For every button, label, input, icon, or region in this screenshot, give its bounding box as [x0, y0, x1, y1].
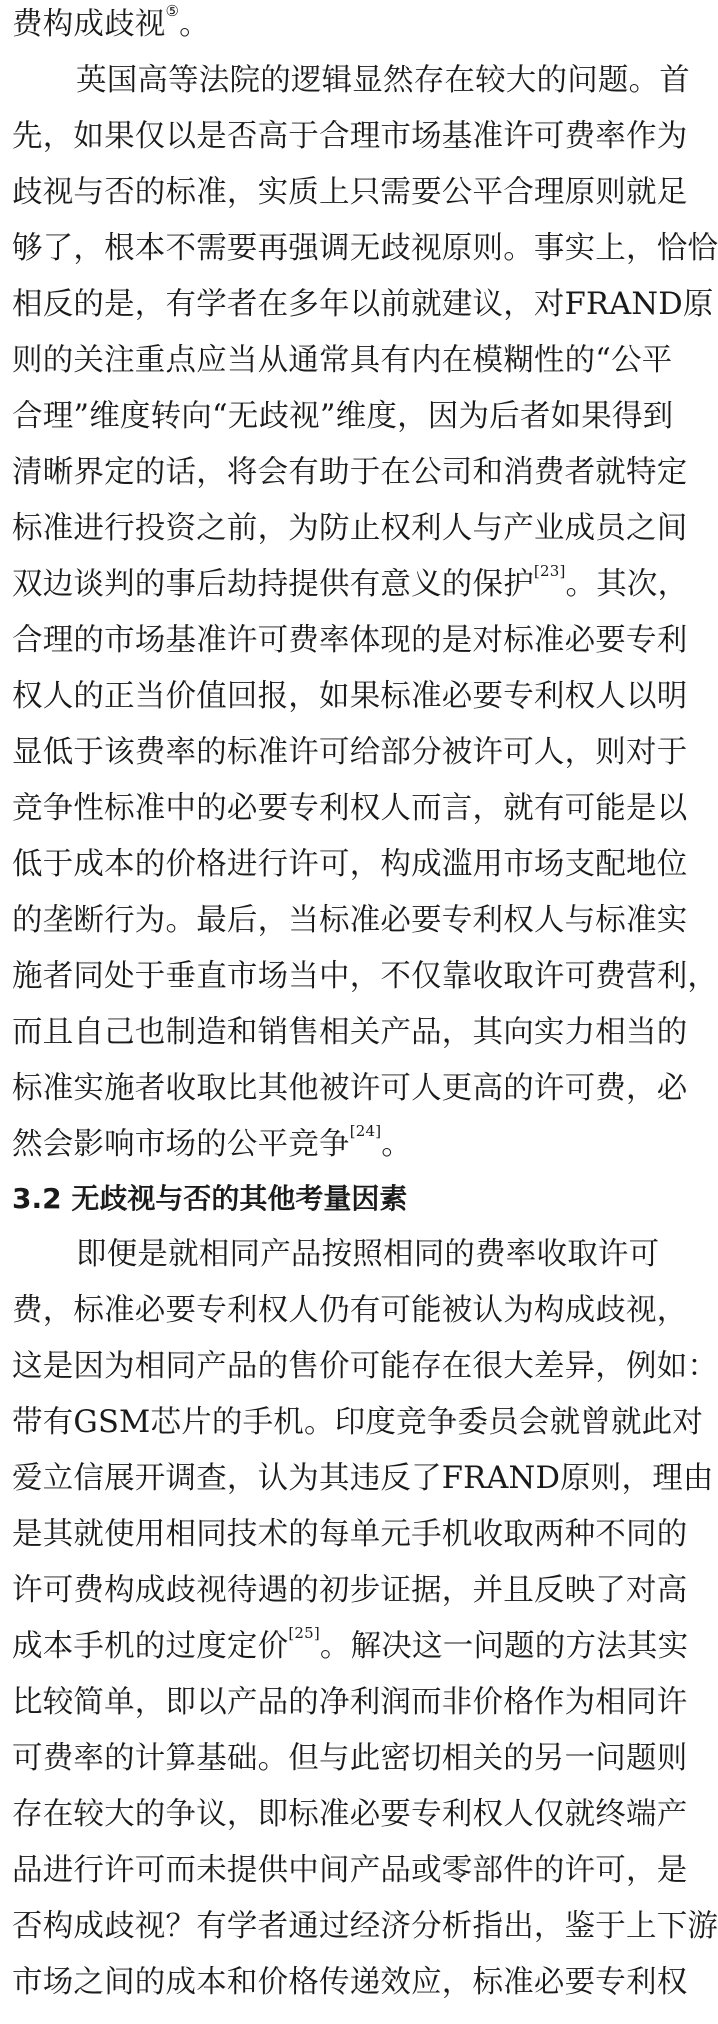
- paragraph-line: 这是因为相同产品的售价可能存在很大差异，例如：: [12, 1349, 718, 1384]
- paragraph-line: 显低于该费率的标准许可给部分被许可人，则对于: [12, 735, 688, 770]
- paragraph-line: 先，如果仅以是否高于合理市场基准许可费率作为: [12, 119, 688, 154]
- citation-ref[interactable]: [23]: [533, 562, 566, 580]
- paragraph-line: 品进行许可而未提供中间产品或零部件的许可，是: [12, 1853, 688, 1888]
- paragraph-line: 即便是就相同产品按照相同的费率收取许可: [76, 1237, 660, 1272]
- paragraph-line: 是其就使用相同技术的每单元手机收取两种不同的: [12, 1517, 688, 1552]
- paragraph-line: 低于成本的价格进行许可，构成滥用市场支配地位: [12, 847, 688, 882]
- paragraph-line: 市场之间的成本和价格传递效应，标准必要专利权: [12, 1965, 688, 2000]
- paragraph-line: 双边谈判的事后劫持提供有意义的保护[23]。其次，: [12, 562, 689, 602]
- paragraph-line: 英国高等法院的逻辑显然存在较大的问题。首: [76, 63, 690, 98]
- paragraph-line: 而且自己也制造和销售相关产品，其向实力相当的: [12, 1015, 688, 1050]
- paragraph-line: 许可费构成歧视待遇的初步证据，并且反映了对高: [12, 1573, 688, 1608]
- paragraph-line: 权人的正当价值回报，如果标准必要专利权人以明: [12, 679, 688, 714]
- paragraph-line: 费构成歧视⑤。: [12, 2, 210, 42]
- citation-ref[interactable]: [24]: [349, 1122, 382, 1140]
- paragraph-line: 爱立信展开调查，认为其违反了FRAND原则，理由: [12, 1461, 714, 1496]
- paragraph-line: 否构成歧视？有学者通过经济分析指出，鉴于上下游: [12, 1909, 718, 1944]
- paragraph-line: 施者同处于垂直市场当中，不仅靠收取许可费营利，: [12, 959, 718, 994]
- paragraph-line: 相反的是，有学者在多年以前就建议，对FRAND原: [12, 287, 714, 322]
- paragraph-line: 够了，根本不需要再强调无歧视原则。事实上，恰恰: [12, 231, 718, 266]
- paragraph-line: 合理的市场基准许可费率体现的是对标准必要专利: [12, 623, 688, 658]
- paragraph-line: 歧视与否的标准，实质上只需要公平合理原则就足: [12, 175, 688, 210]
- paragraph-line: 比较简单，即以产品的净利润而非价格作为相同许: [12, 1685, 688, 1720]
- paragraph-line: 则的关注重点应当从通常具有内在模糊性的“公平: [12, 343, 673, 378]
- paragraph-line: 费，标准必要专利权人仍有可能被认为构成歧视，: [12, 1293, 688, 1328]
- section-heading: 3.2 无歧视与否的其他考量因素: [12, 1182, 408, 1215]
- paragraph-line: 成本手机的过度定价[25]。解决这一问题的方法其实: [12, 1624, 689, 1664]
- paragraph-line: 带有GSM芯片的手机。印度竞争委员会就曾就此对: [12, 1405, 704, 1440]
- paragraph-line: 清晰界定的话，将会有助于在公司和消费者就特定: [12, 455, 688, 490]
- citation-ref[interactable]: [25]: [288, 1624, 320, 1642]
- footnote-ref[interactable]: ⑤: [165, 2, 180, 20]
- paragraph-line: 存在较大的争议，即标准必要专利权人仅就终端产: [12, 1797, 688, 1832]
- paragraph-line: 标准进行投资之前，为防止权利人与产业成员之间: [12, 511, 688, 546]
- paragraph-line: 竞争性标准中的必要专利权人而言，就有可能是以: [12, 791, 688, 826]
- paragraph-line: 可费率的计算基础。但与此密切相关的另一问题则: [12, 1741, 688, 1776]
- paragraph-line: 然会影响市场的公平竞争[24]。: [12, 1122, 412, 1162]
- paragraph-line: 合理”维度转向“无歧视”维度，因为后者如果得到: [12, 399, 674, 434]
- paragraph-line: 的垄断行为。最后，当标准必要专利权人与标准实: [12, 903, 688, 938]
- paragraph-line: 标准实施者收取比其他被许可人更高的许可费，必: [12, 1071, 688, 1106]
